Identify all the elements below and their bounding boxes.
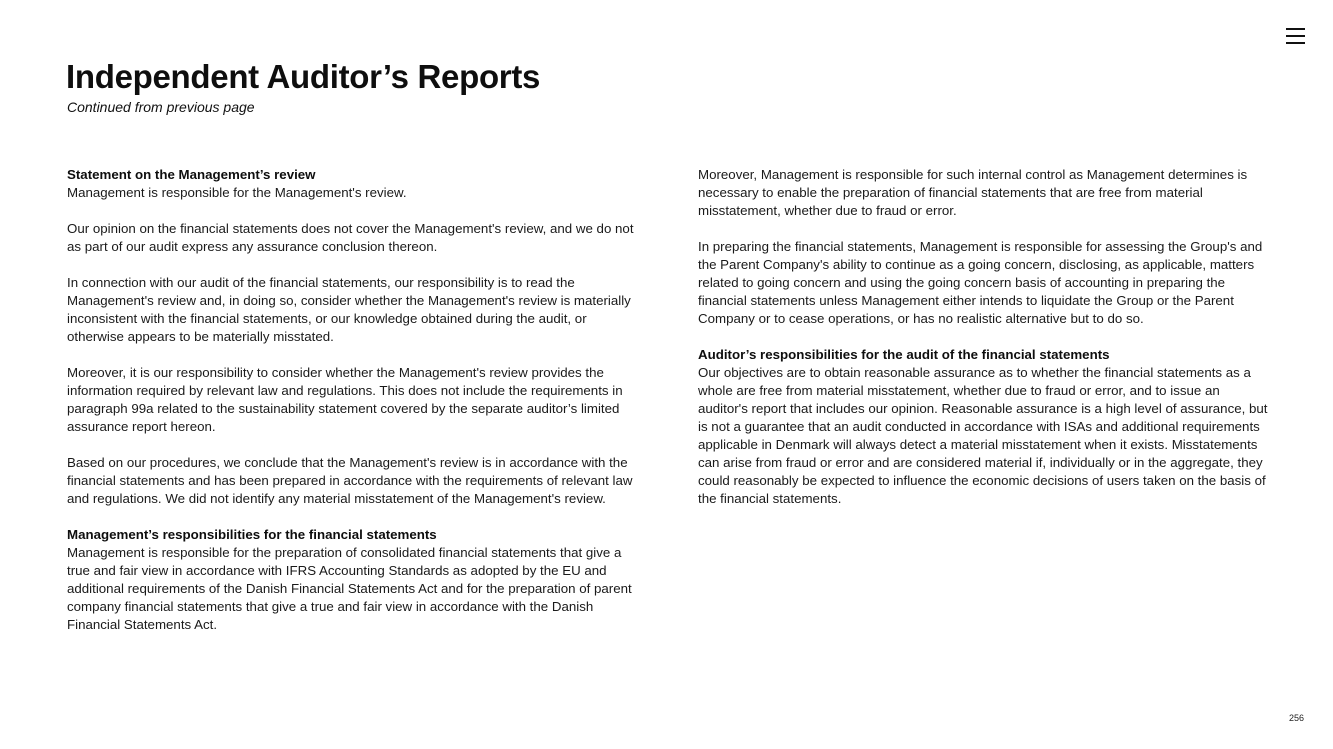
paragraph: Our opinion on the financial statements does not cover the Management's review, and we do not as part of our audit express any assurance conclusion thereon. [67, 221, 634, 254]
hamburger-menu-icon[interactable] [1286, 27, 1306, 45]
paragraph: Moreover, Management is responsible for such internal control as Management determines is necessary to enable the preparation of financial statements that are free from material misstatement, whether due to fraud or error. [698, 167, 1248, 218]
right-column [698, 166, 1270, 526]
section-management-responsibilities [67, 526, 639, 634]
left-column [67, 166, 639, 652]
paragraph: Moreover, it is our responsibility to consider whether the Management's review provides the information required by relevant law and regulations. This does not include the requirements in paragraph 99a related to the sustainability statement covered by the separate auditor’s limited assurance report hereon. [67, 365, 623, 434]
section-management-review [67, 166, 639, 508]
paragraph: In connection with our audit of the financial statements, our responsibility is to read the Management's review and, in doing so, consider whether the Management's review is materially inconsistent with the financial statements, or our knowledge obtained during the audit, or otherwise appears to be materially misstated. [67, 275, 631, 344]
paragraph: Management is responsible for the Management's review. [67, 185, 407, 200]
section-management-responsibilities-continued [698, 166, 1270, 328]
paragraph: Management is responsible for the preparation of consolidated financial statements that give a true and fair view in accordance with IFRS Accounting Standards as adopted by the EU and additional requirements of the Danish Financial Statements Act and for the preparation of parent company financial statements that give a true and fair view in accordance with the Danish Financial Statements Act. [67, 545, 632, 632]
paragraph: Our objectives are to obtain reasonable assurance as to whether the financial statements as a whole are free from material misstatement, whether due to fraud or error, and to issue an auditor's report that includes our opinion. Reasonable assurance is a high level of assurance, but is not a guarantee that an audit conducted in accordance with ISAs and additional requirements applicable in Denmark will always detect a material misstatement when it exists. Misstatements can arise from fraud or error and are considered material if, individually or in the aggregate, they could reasonably be expected to influence the economic decisions of users taken on the basis of the financial statements. [698, 365, 1268, 506]
page-number: 256 [1289, 713, 1305, 723]
paragraph: In preparing the financial statements, Management is responsible for assessing the Group's and the Parent Company's ability to continue as a going concern, disclosing, as applicable, matters related to going concern and using the going concern basis of accounting in preparing the financial statements unless Management either intends to liquidate the Group or the Parent Company or to cease operations, or has no realistic alternative but to do so. [698, 239, 1263, 326]
section-auditor-responsibilities [698, 346, 1270, 508]
section-heading: Management’s responsibilities for the financial statements [67, 527, 437, 542]
paragraph: Based on our procedures, we conclude that the Management's review is in accordance with the financial statements and has been prepared in accordance with the requirements of relevant law and regulations. We did not identify any material misstatement of the Management's review. [67, 455, 633, 506]
section-heading: Statement on the Management’s review [67, 167, 316, 182]
page-title: Independent Auditor’s Reports [66, 58, 541, 95]
section-heading: Auditor’s responsibilities for the audit of the financial statements [698, 347, 1110, 362]
page-subtitle: Continued from previous page [67, 99, 255, 115]
